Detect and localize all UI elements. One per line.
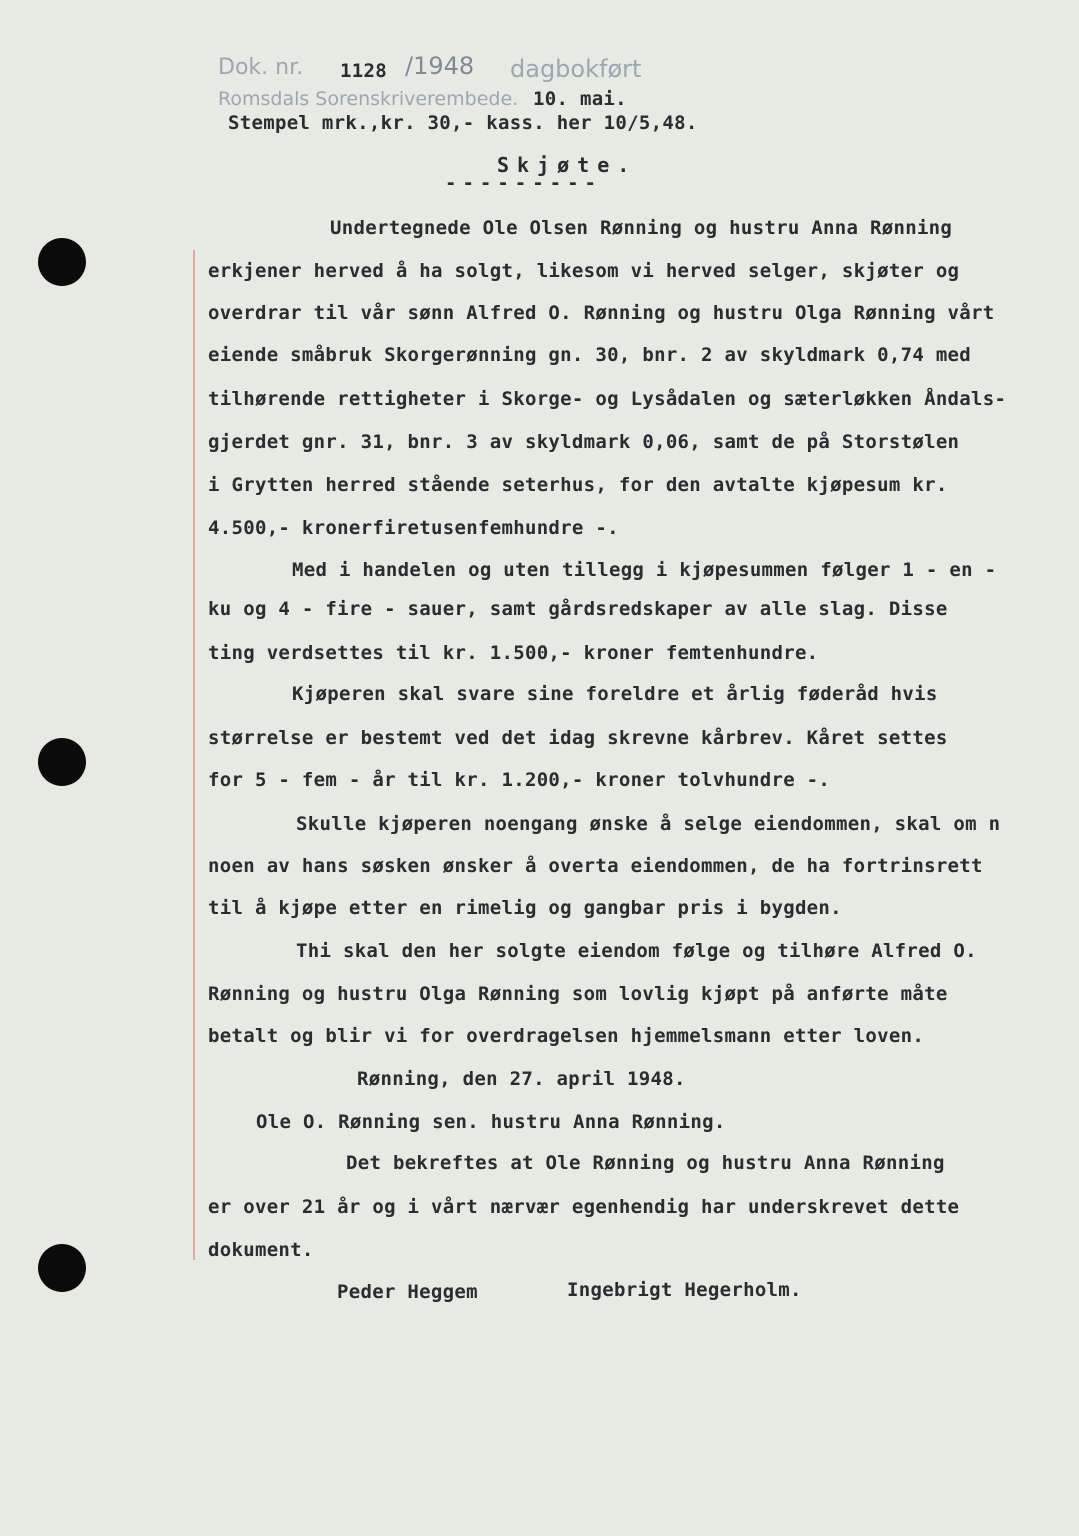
punch-hole-bottom [38, 1244, 86, 1292]
body-line: for 5 - fem - år til kr. 1.200,- kroner tolvhundre -. [208, 769, 831, 791]
body-line: ku og 4 - fire - sauer, samt gårdsredskaper av alle slag. Disse [208, 598, 948, 620]
body-line: Thi skal den her solgte eiendom følge og tilhøre Alfred O. [296, 940, 977, 962]
stamp-office: Romsdals Sorenskriverembede. [218, 88, 519, 110]
body-line: erkjener herved å ha solgt, likesom vi herved selger, skjøter og [208, 260, 960, 282]
body-line: Kjøperen skal svare sine foreldre et årlig føderåd hvis [292, 683, 938, 705]
stamp-year: /1948 [405, 52, 475, 80]
signatures-line: Ole O. Rønning sen. hustru Anna Rønning. [256, 1111, 726, 1133]
stamp-dagbokfort: dagbokført [510, 55, 642, 83]
witness-second: Ingebrigt Hegerholm. [567, 1279, 802, 1301]
body-line: betalt og blir vi for overdragelsen hjemmelsmann etter loven. [208, 1025, 925, 1047]
body-line: i Grytten herred stående seterhus, for den avtalte kjøpesum kr. [208, 474, 948, 496]
stamp-fee-line: Stempel mrk.,kr. 30,- kass. her 10/5,48. [228, 112, 698, 134]
stamp-number: 1128 [340, 60, 387, 82]
stamp-dok-label: Dok. nr. [218, 55, 304, 80]
body-line: eiende småbruk Skorgerønning gn. 30, bnr. 2 av skyldmark 0,74 med [208, 344, 972, 366]
body-line: dokument. [208, 1239, 314, 1261]
body-line: gjerdet gnr. 31, bnr. 3 av skyldmark 0,06, samt de på Storstølen [208, 431, 960, 453]
title-underline: --------- [445, 172, 602, 194]
stamp-date: 10. mai. [533, 88, 627, 110]
document-title: Skjøte. [497, 153, 638, 177]
body-line: til å kjøpe etter en rimelig og gangbar pris i bygden. [208, 897, 842, 919]
body-line: Undertegnede Ole Olsen Rønning og hustru Anna Rønning [330, 217, 953, 239]
body-line: noen av hans søsken ønsker å overta eiendommen, de ha fortrinsrett [208, 855, 983, 877]
margin-line [193, 250, 195, 1260]
body-line: ting verdsettes til kr. 1.500,- kroner femtenhundre. [208, 642, 819, 664]
body-line: Det bekreftes at Ole Rønning og hustru Anna Rønning [346, 1152, 945, 1174]
punch-hole-middle [38, 738, 86, 786]
witness-first: Peder Heggem [337, 1281, 478, 1303]
body-line: størrelse er bestemt ved det idag skrevne kårbrev. Kåret settes [208, 727, 948, 749]
body-line: er over 21 år og i vårt nærvær egenhendig har underskrevet dette [208, 1196, 960, 1218]
punch-hole-top [38, 238, 86, 286]
body-line: Med i handelen og uten tillegg i kjøpesummen følger 1 - en - [292, 559, 997, 581]
body-line: Rønning og hustru Olga Rønning som lovlig kjøpt på anførte måte [208, 983, 948, 1005]
body-line: tilhørende rettigheter i Skorge- og Lysådalen og sæterløkken Åndals- [208, 388, 1007, 410]
body-line: 4.500,- kronerfiretusenfemhundre -. [208, 517, 619, 539]
body-line: overdrar til vår sønn Alfred O. Rønning og hustru Olga Rønning vårt [208, 302, 995, 324]
place-date-line: Rønning, den 27. april 1948. [357, 1068, 686, 1090]
body-line: Skulle kjøperen noengang ønske å selge eiendommen, skal om n [296, 813, 1001, 835]
